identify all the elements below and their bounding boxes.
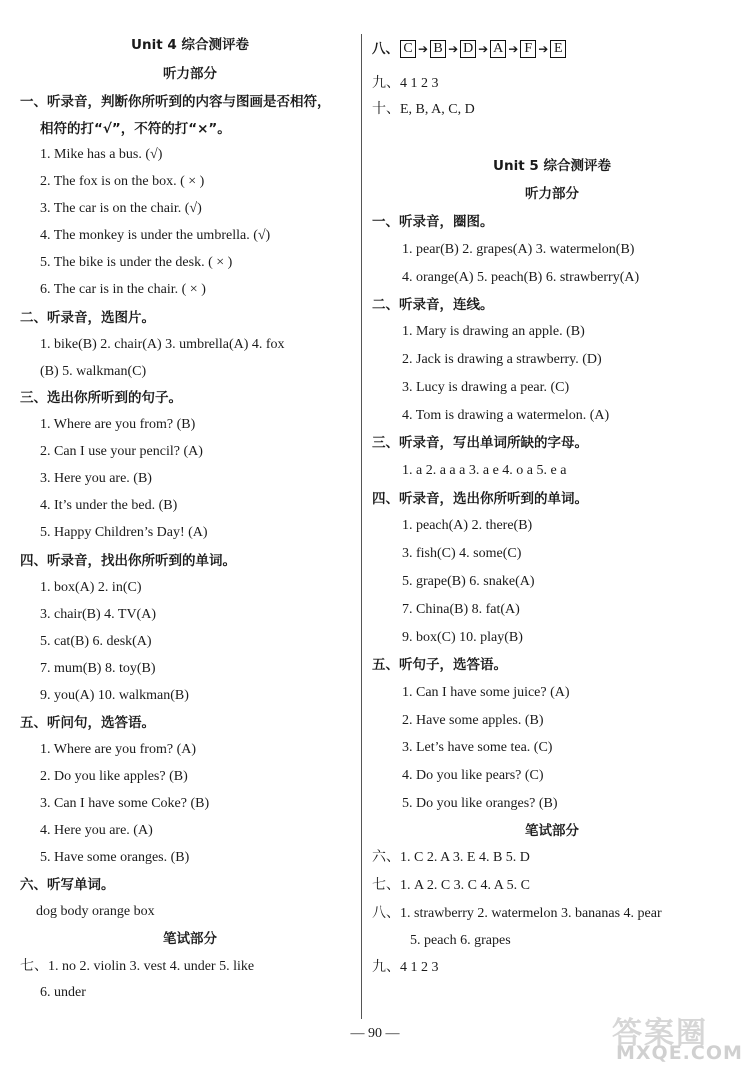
page-number: — 90 —: [350, 1026, 400, 1041]
unit4-s8-sequence: [372, 40, 567, 58]
answer-line: 5. grape(B) 6. snake(A): [402, 574, 535, 589]
answer-line: 1. Can I have some juice? (A): [402, 685, 570, 700]
unit5-title: Unit 5 综合测评卷: [493, 158, 611, 174]
arrow-right-icon: ➔: [538, 42, 549, 56]
answer-line: 1. pear(B) 2. grapes(A) 3. watermelon(B): [402, 242, 635, 257]
answer-line: dog body orange box: [36, 904, 155, 919]
sequence-box: B: [430, 40, 446, 58]
s8-prefix: 八、: [372, 41, 399, 57]
answer-line: 5. Happy Children’s Day! (A): [40, 525, 208, 540]
answer-line: 1. a 2. a a a 3. a e 4. o a 5. e a: [402, 463, 567, 478]
answer-line: 6. The car is in the chair. ( × ): [40, 282, 206, 297]
answer-line: 5. Have some oranges. (B): [40, 850, 190, 865]
unit4-title: Unit 4 综合测评卷: [131, 37, 249, 53]
unit4-listening-header: 听力部分: [163, 66, 217, 82]
answer-line: 5. Do you like oranges? (B): [402, 796, 558, 811]
unit5-s2-title: 二、听录音，连线。: [372, 297, 494, 313]
answer-line: 2. Do you like apples? (B): [40, 769, 188, 784]
unit5-written-header: 笔试部分: [525, 823, 579, 839]
answer-line: 1. Where are you from? (A): [40, 742, 197, 757]
answer-line: 九、4 1 2 3: [372, 960, 439, 975]
arrow-right-icon: ➔: [508, 42, 519, 56]
sequence-box: D: [460, 40, 476, 58]
unit4-s1-title-cont: 相符的打“√”，不符的打“×”。: [40, 121, 231, 137]
unit4-s2-title: 二、听录音，选图片。: [20, 310, 155, 326]
answer-line: 2. Jack is drawing a strawberry. (D): [402, 352, 602, 367]
unit4-s3-title: 三、选出你所听到的句子。: [20, 390, 182, 406]
answer-line: 5. The bike is under the desk. ( × ): [40, 255, 233, 270]
answer-line: 1. Where are you from? (B): [40, 417, 196, 432]
arrow-right-icon: ➔: [478, 42, 489, 56]
answer-line: 1. bike(B) 2. chair(A) 3. umbrella(A) 4. fox: [40, 337, 285, 352]
answer-line: 2. Have some apples. (B): [402, 713, 544, 728]
answer-line: 7. China(B) 8. fat(A): [402, 602, 520, 617]
answer-line: 1. box(A) 2. in(C): [40, 580, 142, 595]
answer-line: 4. The monkey is under the umbrella. (√): [40, 228, 271, 243]
answer-line: 八、1. strawberry 2. watermelon 3. bananas 4. pear: [372, 906, 662, 921]
unit4-s1-title: 一、听录音，判断你所听到的内容与图画是否相符，: [20, 94, 331, 110]
answer-line: 4. Here you are. (A): [40, 823, 153, 838]
answer-line: 9. box(C) 10. play(B): [402, 630, 523, 645]
answer-line: 2. The fox is on the box. ( × ): [40, 174, 205, 189]
answer-line: 七、1. A 2. C 3. C 4. A 5. C: [372, 878, 530, 893]
answer-line: 2. Can I use your pencil? (A): [40, 444, 203, 459]
unit5-s4-title: 四、听录音，选出你所听到的单词。: [372, 491, 588, 507]
answer-line: 6. under: [40, 985, 86, 1000]
sequence-box: A: [490, 40, 506, 58]
answer-line: 六、1. C 2. A 3. E 4. B 5. D: [372, 850, 530, 865]
arrow-right-icon: ➔: [418, 42, 429, 56]
unit5-s5-title: 五、听句子，选答语。: [372, 657, 507, 673]
answer-line: 九、4 1 2 3: [372, 76, 439, 91]
answer-line: 3. The car is on the chair. (√): [40, 201, 202, 216]
answer-line: 4. orange(A) 5. peach(B) 6. strawberry(A): [402, 270, 640, 285]
unit5-s3-title: 三、听录音，写出单词所缺的字母。: [372, 435, 588, 451]
answer-line: 1. Mary is drawing an apple. (B): [402, 324, 585, 339]
watermark-url: MXQE.COM: [616, 1042, 743, 1064]
answer-line: 7. mum(B) 8. toy(B): [40, 661, 156, 676]
answer-line: 十、E, B, A, C, D: [372, 102, 475, 117]
answer-line: 3. fish(C) 4. some(C): [402, 546, 522, 561]
answer-line: 5. peach 6. grapes: [410, 933, 511, 948]
watermark-text: 答案圈: [612, 1016, 708, 1051]
sequence-box: F: [520, 40, 536, 58]
unit4-written-header: 笔试部分: [163, 931, 217, 947]
answer-line: 七、1. no 2. violin 3. vest 4. under 5. like: [20, 959, 255, 974]
unit4-s6-title: 六、听写单词。: [20, 877, 115, 893]
answer-line: 4. Do you like pears? (C): [402, 768, 544, 783]
answer-line: 3. chair(B) 4. TV(A): [40, 607, 156, 622]
unit4-s4-title: 四、听录音，找出你所听到的单词。: [20, 553, 236, 569]
answer-line: 3. Can I have some Coke? (B): [40, 796, 210, 811]
answer-line: 3. Let’s have some tea. (C): [402, 740, 553, 755]
answer-line: (B) 5. walkman(C): [40, 364, 147, 379]
answer-line: 1. peach(A) 2. there(B): [402, 518, 533, 533]
unit5-s1-title: 一、听录音，圈图。: [372, 214, 494, 230]
watermark-logo: [602, 1008, 747, 1063]
column-divider: [361, 34, 362, 1019]
answer-line: 1. Mike has a bus. (√): [40, 147, 163, 162]
sequence-box: E: [550, 40, 566, 58]
answer-line: 3. Lucy is drawing a pear. (C): [402, 380, 570, 395]
answer-line: 9. you(A) 10. walkman(B): [40, 688, 189, 703]
sequence-box: C: [400, 40, 416, 58]
arrow-right-icon: ➔: [448, 42, 459, 56]
answer-line: 3. Here you are. (B): [40, 471, 152, 486]
unit5-listening-header: 听力部分: [525, 186, 579, 202]
answer-line: 4. It’s under the bed. (B): [40, 498, 178, 513]
unit4-s5-title: 五、听问句，选答语。: [20, 715, 155, 731]
answer-line: 5. cat(B) 6. desk(A): [40, 634, 152, 649]
answer-line: 4. Tom is drawing a watermelon. (A): [402, 408, 610, 423]
